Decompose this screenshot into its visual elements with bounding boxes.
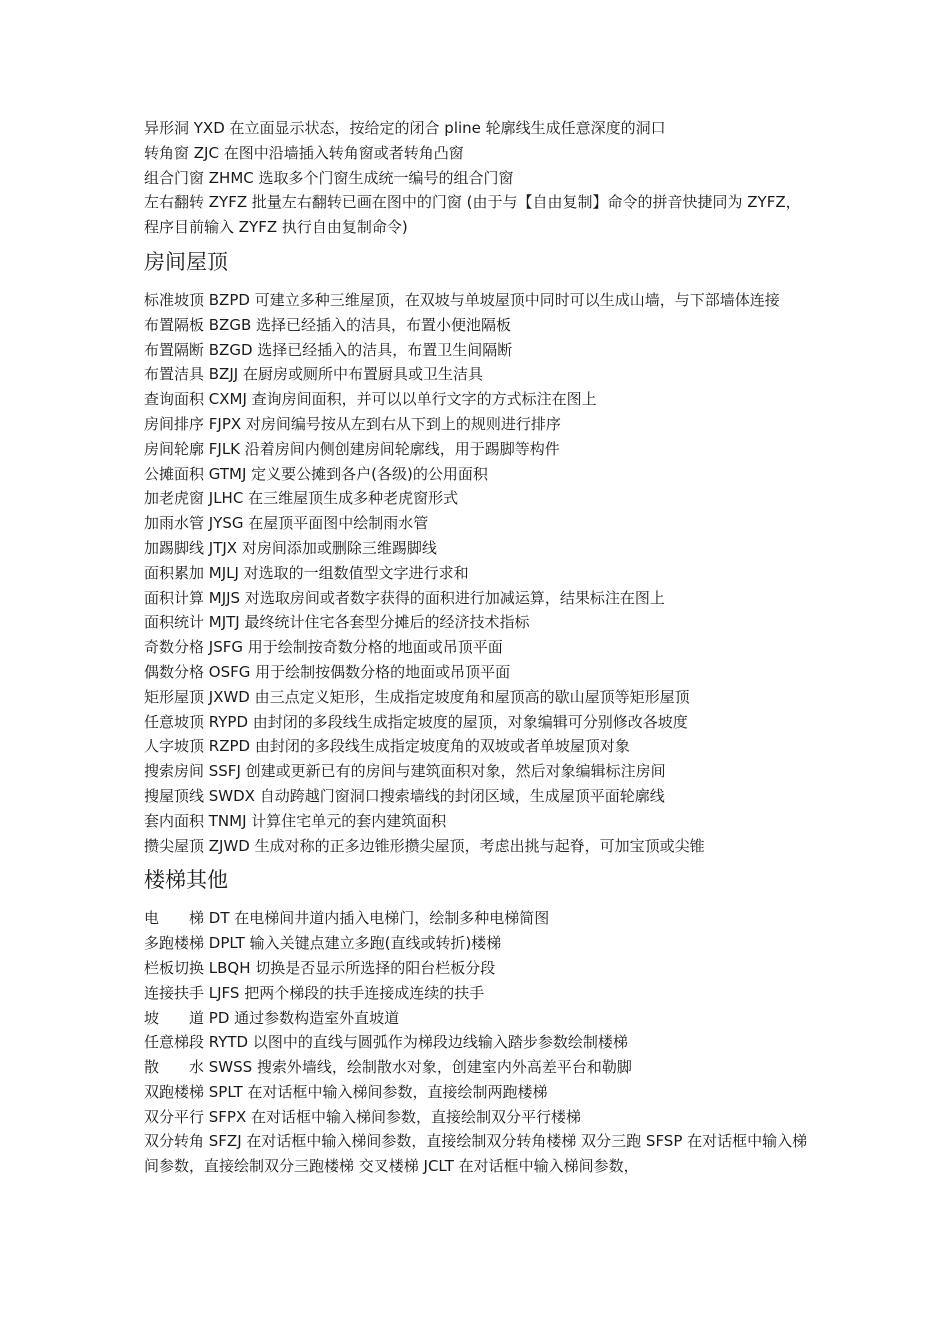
doc-line: 加雨水管 JYSG 在屋顶平面图中绘制雨水管 [144,514,429,533]
doc-line: 矩形屋顶 JXWD 由三点定义矩形，生成指定坡度角和屋顶高的歇山屋顶等矩形屋顶 [144,687,690,706]
doc-line: 套内面积 TNMJ 计算住宅单元的套内建筑面积 [144,811,447,830]
doc-line: 异形洞 YXD 在立面显示状态，按给定的闭合 pline 轮廓线生成任意深度的洞口 [144,119,666,137]
doc-line: 查询面积 CXMJ 查询房间面积，并可以以单行文字的方式标注在图上 [144,390,597,409]
doc-line: 布置洁具 BZJJ 在厨房或厕所中布置厨具或卫生洁具 [144,365,483,384]
doc-line: 面积计算 MJJS 对选取房间或者数字获得的面积进行加减运算，结果标注在图上 [144,588,665,607]
doc-line: 奇数分格 JSFG 用于绘制按奇数分格的地面或吊顶平面 [144,638,503,657]
document-page [144,116,812,1179]
doc-line: 房间排序 FJPX 对房间编号按从左到右从下到上的规则进行排序 [144,414,561,433]
section-heading: 房间屋顶 [144,249,228,274]
doc-line: 任意梯段 RYTD 以图中的直线与圆弧作为梯段边线输入踏步参数绘制楼梯 [144,1033,628,1052]
doc-line: 坡 道 PD 通过参数构造室外直坡道 [144,1008,400,1027]
doc-line: 栏板切换 LBQH 切换是否显示所选择的阳台栏板分段 [144,958,496,977]
doc-line: 公摊面积 GTMJ 定义要公摊到各户(各级)的公用面积 [144,464,488,483]
doc-line: 双分转角 SFZJ 在对话框中输入梯间参数，直接绘制双分转角楼梯 双分三跑 SFSP 在对话框中输入梯间参数，直接绘制双分三跑楼梯 交叉楼梯 JCLT 在对话框中输入梯间参数， [144,1132,808,1176]
doc-line: 加踢脚线 JTJX 对房间添加或删除三维踢脚线 [144,538,437,557]
doc-line: 人字坡顶 RZPD 由封闭的多段线生成指定坡度角的双坡或者单坡屋顶对象 [144,737,630,756]
doc-line: 加老虎窗 JLHC 在三维屋顶生成多种老虎窗形式 [144,489,459,508]
doc-line: 房间轮廓 FJLK 沿着房间内侧创建房间轮廓线，用于踢脚等构件 [144,439,560,458]
doc-line: 双分平行 SFPX 在对话框中输入梯间参数，直接绘制双分平行楼梯 [144,1107,582,1126]
doc-line: 电 梯 DT 在电梯间井道内插入电梯门，绘制多种电梯简图 [144,909,550,928]
doc-line: 攒尖屋顶 ZJWD 生成对称的正多边锥形攒尖屋顶，考虑出挑与起脊，可加宝顶或尖锥 [144,836,705,855]
doc-line: 双跑楼梯 SPLT 在对话框中输入梯间参数，直接绘制两跑楼梯 [144,1082,548,1101]
doc-line: 连接扶手 LJFS 把两个梯段的扶手连接成连续的扶手 [144,983,485,1002]
doc-line: 搜屋顶线 SWDX 自动跨越门窗洞口搜索墙线的封闭区域，生成屋顶平面轮廓线 [144,786,665,805]
doc-line: 布置隔断 BZGD 选择已经插入的洁具，布置卫生间隔断 [144,340,513,359]
doc-line: 搜索房间 SSFJ 创建或更新已有的房间与建筑面积对象，然后对象编辑标注房间 [144,762,666,781]
doc-line: 组合门窗 ZHMC 选取多个门窗生成统一编号的组合门窗 [144,168,514,187]
doc-line: 面积统计 MJTJ 最终统计住宅各套型分摊后的经济技术指标 [144,613,530,632]
doc-line: 左右翻转 ZYFZ 批量左右翻转已画在图中的门窗 (由于与【自由复制】命令的拼音快捷同为 ZYFZ，程序目前输入 ZYFZ 执行自由复制命令) [144,193,801,237]
doc-line: 多跑楼梯 DPLT 输入关键点建立多跑(直线或转折)楼梯 [144,934,502,953]
doc-line: 布置隔板 BZGB 选择已经插入的洁具，布置小便池隔板 [144,315,512,334]
section-heading: 楼梯其他 [144,868,228,893]
doc-line: 任意坡顶 RYPD 由封闭的多段线生成指定坡度的屋顶，对象编辑可分别修改各坡度 [144,712,688,731]
doc-line: 面积累加 MJLJ 对选取的一组数值型文字进行求和 [144,563,469,582]
doc-line: 偶数分格 OSFG 用于绘制按偶数分格的地面或吊顶平面 [144,662,511,681]
doc-line: 标准坡顶 BZPD 可建立多种三维屋顶，在双坡与单坡屋顶中同时可以生成山墙，与下部墙体连接 [144,290,780,309]
doc-line: 转角窗 ZJC 在图中沿墙插入转角窗或者转角凸窗 [144,143,464,162]
doc-line: 散 水 SWSS 搜索外墙线，绘制散水对象，创建室内外高差平台和勒脚 [144,1058,632,1077]
